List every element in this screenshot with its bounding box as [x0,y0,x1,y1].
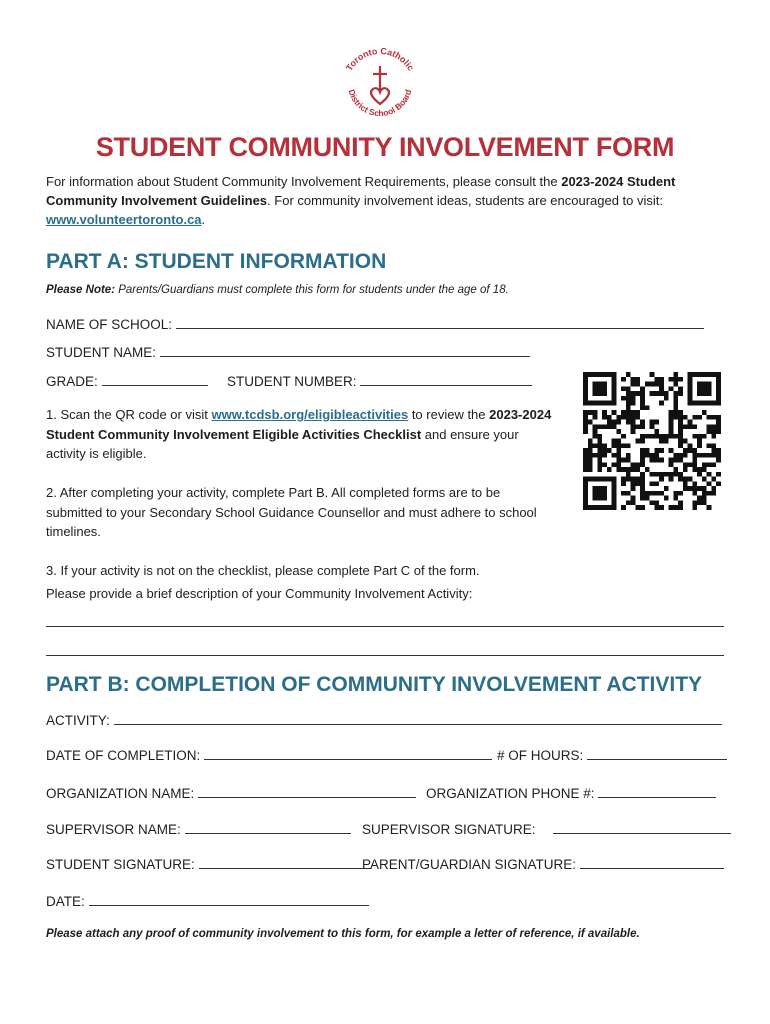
parent-note: Please Note: Parents/Guardians must complete this form for students under the age of 18. [46,284,509,296]
supervisor-name-field[interactable]: SUPERVISOR NAME: [46,820,351,837]
svg-text:Toronto Catholic: Toronto Catholic [343,45,417,73]
eligible-activities-link[interactable]: www.tcdsb.org/eligibleactivities [211,407,409,422]
organization-name-field[interactable]: ORGANIZATION NAME: [46,784,416,801]
part-a-heading: PART A: STUDENT INFORMATION [46,250,387,273]
student-name-field[interactable]: STUDENT NAME: [46,343,530,360]
student-signature-field[interactable]: STUDENT SIGNATURE: [46,855,371,872]
description-prompt: Please provide a brief description of your Community Involvement Activity: [46,586,473,601]
grade-field[interactable]: GRADE: [46,372,208,389]
description-line-2[interactable] [46,655,724,656]
description-line-1[interactable] [46,626,724,627]
school-name-field[interactable]: NAME OF SCHOOL: [46,315,704,332]
intro-paragraph: For information about Student Community Involvement Requirements, please consult the 2023-2024 Student Community Involvement Guidelines. For community involvement ideas, students are encouraged to visit: www.volunteertoronto.ca. [46,174,676,227]
page-title: STUDENT COMMUNITY INVOLVEMENT FORM [95,132,675,162]
student-number-field[interactable]: STUDENT NUMBER: [227,372,532,389]
step-1-text: 1. Scan the QR code or visit www.tcdsb.org/eligibleactivities to review the 2023-2024 Student Community Involvement Eligible Activities Checklist and ensure your activity is eligible. [46,407,552,461]
volunteer-link[interactable]: www.volunteertoronto.ca [46,212,202,227]
step-3-text: 3. If your activity is not on the checklist, please complete Part C of the form. [46,563,480,578]
step-2-text: 2. After completing your activity, complete Part B. All completed forms are to be submitted to your Secondary School Guidance Counsellor and must adhere to school timelines. [46,485,537,539]
cross-heart-icon [371,66,389,104]
hours-field[interactable]: # OF HOURS: [497,746,727,763]
qr-code-icon[interactable] [583,371,721,511]
proof-footnote: Please attach any proof of community involvement to this form, for example a letter of reference, if available. [46,928,640,940]
school-board-logo [335,42,425,132]
parent-signature-field[interactable]: PARENT/GUARDIAN SIGNATURE: [362,855,724,872]
supervisor-signature-field[interactable]: SUPERVISOR SIGNATURE: [362,820,731,837]
part-b-heading: PART B: COMPLETION OF COMMUNITY INVOLVEMENT ACTIVITY [46,673,703,696]
activity-field[interactable]: ACTIVITY: [46,711,722,728]
svg-text:District School Board: District School Board [346,88,414,119]
organization-phone-field[interactable]: ORGANIZATION PHONE #: [426,784,716,801]
date-field[interactable]: DATE: [46,892,369,909]
date-of-completion-field[interactable]: DATE OF COMPLETION: [46,746,492,763]
